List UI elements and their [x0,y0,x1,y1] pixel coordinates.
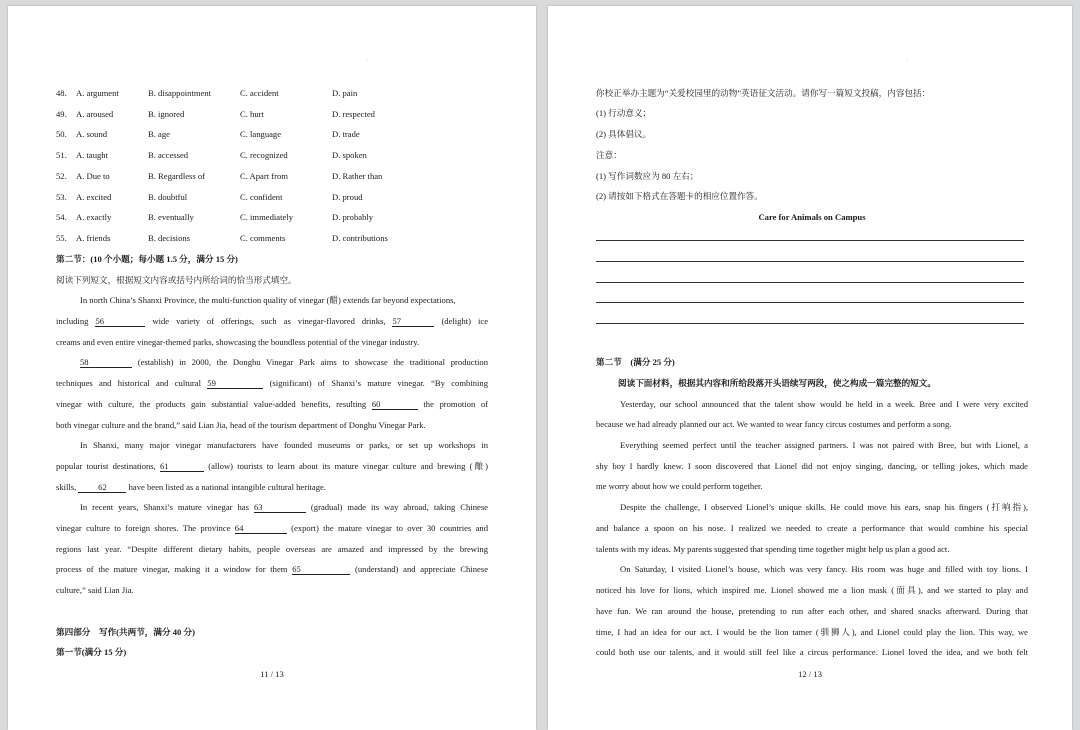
blank-63[interactable]: 63 [254,502,306,513]
question-number: 51. [56,150,67,161]
question-number: 55. [56,232,67,243]
note-item: (2) 请按如下格式在答题卡的相应位置作答。 [596,191,763,201]
writing-line[interactable] [596,323,1024,324]
page-mark: · [366,58,368,64]
writing-line[interactable] [596,302,1024,303]
story-line: Everything seemed perfect until the teacher assigned partners. I was not paired with Bree, but with Lionel, a [620,440,1028,450]
prompt-item: (2) 具体倡议。 [596,129,652,139]
section2-heading: 第二节：(10 个小题；每小题 1.5 分，满分 15 分) [56,254,238,264]
note-item: (1) 写作词数应为 80 左右； [596,171,699,181]
passage-line: In Shanxi, many major vinegar manufacturers have founded museums or parks, or set up workshops in [80,440,488,450]
question-number: 52. [56,170,67,181]
story-line: me worry about how we could perform together. [596,481,763,491]
blank-58[interactable]: 58 [80,357,132,368]
option-d[interactable]: D. Rather than [332,170,383,181]
option-c[interactable]: C. language [240,129,282,140]
blank-60[interactable]: 60 [372,399,418,410]
story-line: because we had already planned our act. We wanted to wear fancy circus costumes and perform a song. [596,419,952,429]
question-number: 53. [56,191,67,202]
question-number: 49. [56,108,67,119]
page-mark: · [906,58,908,64]
option-b[interactable]: B. Regardless of [148,170,206,181]
option-c[interactable]: C. comments [240,232,286,243]
option-a[interactable]: A. exactly [76,212,112,223]
story-line: time, I had an idea for our act. I would be the lion tamer (驯狮人), and Lionel could play the lion. This way, we [596,627,1028,637]
page-11 [8,6,536,730]
passage-line: culture,” said Lian Jia. [56,585,134,595]
passage-line: including 56 wide variety of offerings, such as vinegar-flavored drinks, 57 (delight) ice [56,316,489,326]
story-line: could both use our talents, and it would still feel like a circus performance. Lionel loved the idea, and we both felt [596,647,1028,657]
page-number: 12 / 13 [798,669,822,679]
passage-line: In recent years, Shanxi’s mature vinegar has 63 (gradual) made its way abroad, taking Chinese [80,502,488,512]
option-d[interactable]: D. spoken [332,150,367,161]
option-b[interactable]: B. accessed [148,150,189,161]
section2-instruction: 阅读下面材料，根据其内容和所给段落开头语续写两段，使之构成一篇完整的短文。 [618,378,936,388]
story-line: talents with my ideas. My parents suggested that spending time together might help us plan a good act. [596,544,950,554]
option-d[interactable]: D. probably [332,212,374,223]
note-label: 注意： [596,150,622,160]
option-d[interactable]: D. trade [332,129,360,140]
option-d[interactable]: D. pain [332,88,358,98]
section2-heading: 第二节 (满分 25 分) [596,357,675,367]
option-b[interactable]: B. disappointment [148,88,212,98]
passage-line: regions last year. “Despite different dietary habits, people overseas are amazed and impressed by the brewing [56,544,488,554]
story-line: Yesterday, our school announced that the talent show would be held in a week. Bree and I were very excited [620,399,1028,409]
option-d[interactable]: D. respected [332,108,375,119]
option-a[interactable]: A. taught [76,150,108,161]
writing-line[interactable] [596,240,1024,241]
option-c[interactable]: C. confident [240,191,283,202]
story-line: Despite the challenge, I observed Lionel’s unique skills. He could move his ears, snap his fingers (打响指), [620,502,1028,512]
option-a[interactable]: A. aroused [76,108,114,119]
option-a[interactable]: A. sound [76,129,108,140]
story-line: noticed his love for lions, which inspired me. Lionel showed me a lion mask (面具), and we started to play and [596,585,1028,595]
passage-line: popular tourist destinations, 61 (allow) tourists to learn about its mature vinegar culture and brewing (酿) [56,461,489,471]
option-d[interactable]: D. contributions [332,232,388,243]
option-b[interactable]: B. doubtful [148,191,188,202]
option-b[interactable]: B. age [148,129,170,140]
blank-62[interactable]: 62 [78,482,126,493]
part4-heading: 第四部分 写作(共两节，满分 40 分) [56,627,195,637]
story-line: On Saturday, I visited Lionel’s house, which was very fancy. His room was huge and filled with toy lions. I [620,564,1028,574]
writing-line[interactable] [596,282,1024,283]
option-a[interactable]: A. friends [76,232,111,243]
passage-line: 58 (establish) in 2000, the Donghu Vinegar Park aims to showcase the traditional production [80,357,488,367]
blank-64[interactable]: 64 [235,523,287,534]
option-d[interactable]: D. proud [332,191,363,202]
prompt-item: (1) 行动意义； [596,108,652,118]
option-a[interactable]: A. excited [76,191,112,202]
page-number: 11 / 13 [260,669,284,679]
option-b[interactable]: B. eventually [148,212,194,223]
option-a[interactable]: A. Due to [76,170,110,181]
blank-65[interactable]: 65 [292,564,350,575]
writing-prompt: 你校正举办主题为“关爱校园里的动物”英语征文活动。请你写一篇短文投稿，内容包括： [596,88,931,98]
section2-instruction: 阅读下列短文，根据短文内容或括号内所给词的恰当形式填空。 [56,275,297,285]
option-b[interactable]: B. ignored [148,108,185,119]
option-a[interactable]: A. argument [76,88,119,98]
essay-title: Care for Animals on Campus [758,212,866,222]
option-c[interactable]: C. Apart from [240,170,288,181]
story-line: shy boy I hardly knew. I soon discovered that Lionel did not enjoy singing, dancing, or telling jokes, which made [596,461,1028,471]
option-c[interactable]: C. recognized [240,150,288,161]
option-c[interactable]: C. accident [240,88,279,98]
option-c[interactable]: C. immediately [240,212,293,223]
part4-section1-heading: 第一节(满分 15 分) [56,647,127,657]
question-number: 54. [56,212,67,223]
page-12 [548,6,1072,730]
passage-line: vinegar with culture, the products gain substantial value-added benefits, resulting 60 the promotion of [56,399,488,409]
blank-57[interactable]: 57 [392,316,434,327]
option-b[interactable]: B. decisions [148,232,191,243]
passage-line: In north China’s Shanxi Province, the multi-function quality of vinegar (醋) extends far beyond expectations, [80,295,456,305]
passage-line: process of the mature vinegar, making it a window for them 65 (understand) and appreciate Chinese [56,564,489,574]
passage-line: techniques and historical and cultural 59 (significant) of Shanxi’s mature vinegar. “By combining [56,378,488,388]
question-number: 48. [56,88,67,98]
passage-line: vinegar culture to foreign shores. The province 64 (export) the mature vinegar to over 30 countries and [56,523,488,533]
blank-56[interactable]: 56 [95,316,145,327]
question-number: 50. [56,129,67,140]
story-line: and balance a spoon on his nose. I realized we needed to create a performance that would combine his special [596,523,1028,533]
passage-line: both vinegar culture and the brand,” said Lian Jia, head of the tourism department of Donghu Vinegar Park. [56,420,426,430]
writing-line[interactable] [596,261,1024,262]
blank-61[interactable]: 61 [160,461,204,472]
passage-line: skills, 62 have been listed as a national intangible cultural heritage. [56,482,326,492]
option-c[interactable]: C. hurt [240,108,264,119]
story-line: have fun. We ran around the house, pretending to run after each other, and shared snacks afterward. During that [596,606,1028,616]
passage-line: creams and even entire vinegar-themed parks, showcasing the boundless potential of the vinegar industry. [56,337,420,347]
blank-59[interactable]: 59 [207,378,263,389]
